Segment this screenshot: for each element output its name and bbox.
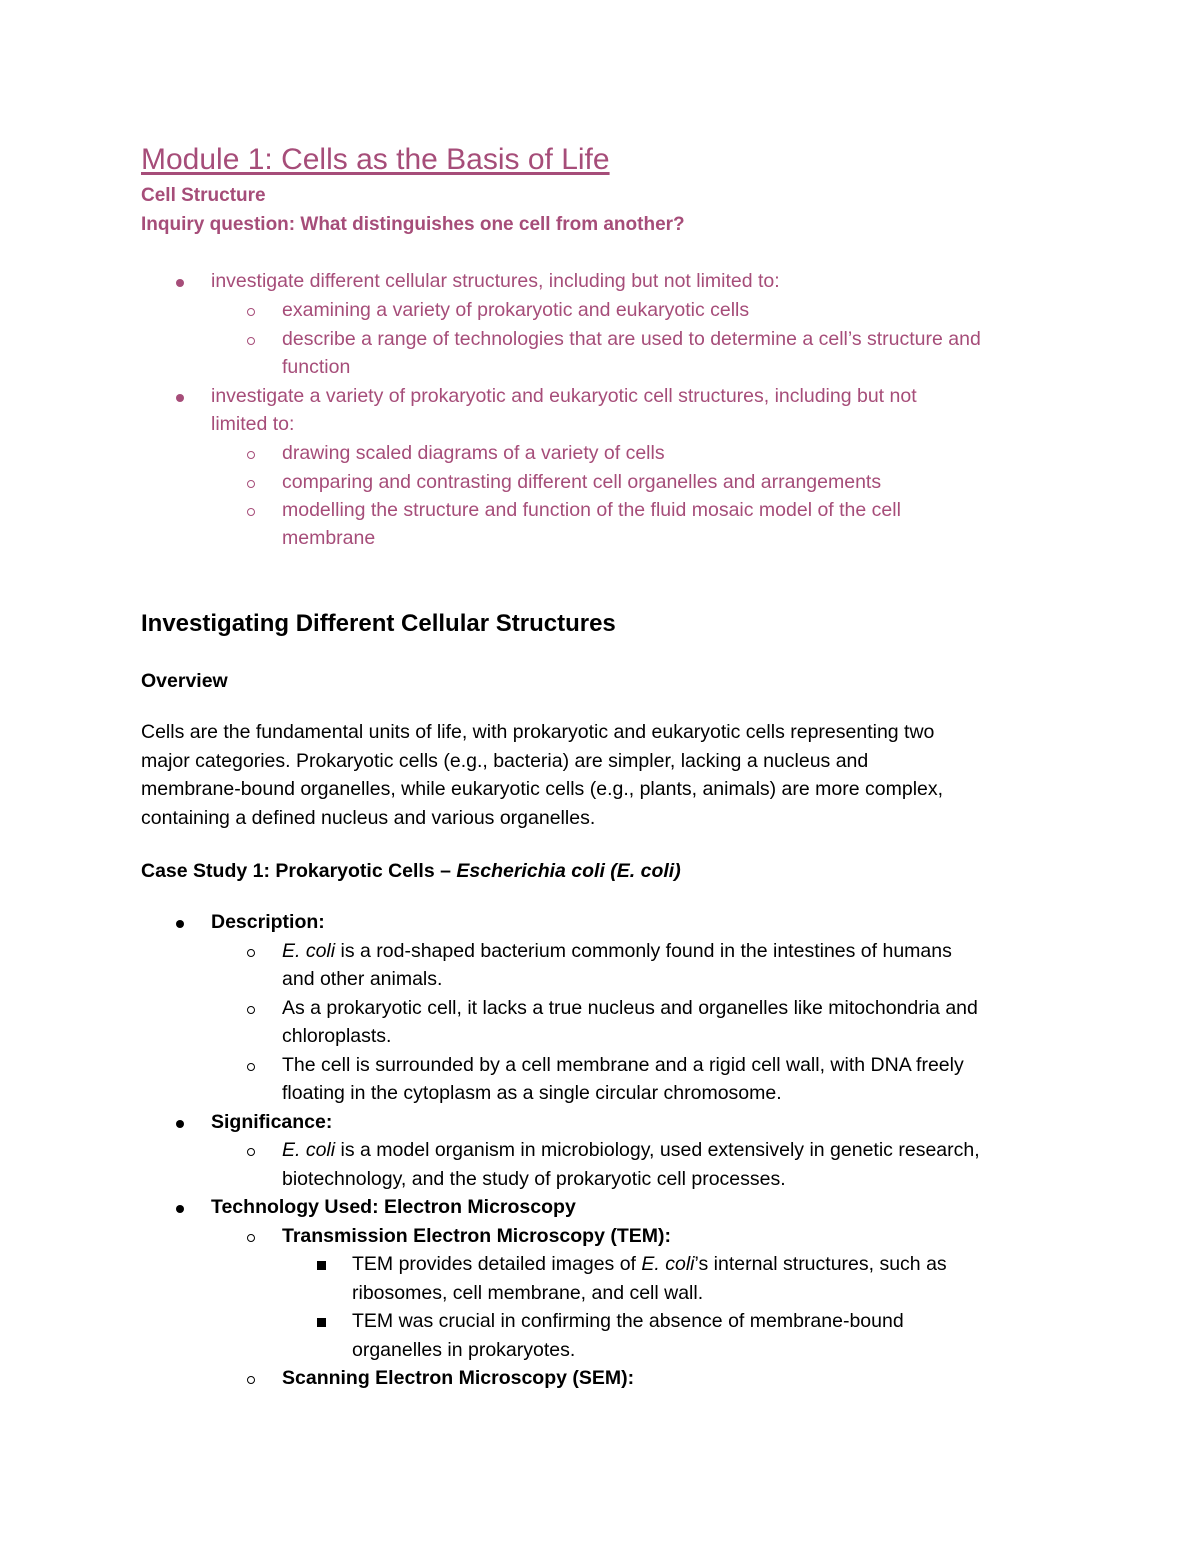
- overview-line-1: Cells are the fundamental units of life, with prokaryotic and eukaryotic cells representing two: [141, 721, 935, 743]
- hollow-bullet-icon: [247, 325, 255, 354]
- hollow-bullet-icon: [247, 1051, 255, 1080]
- hollow-bullet-icon: [247, 937, 255, 966]
- description-item-2-line-2: chloroplasts.: [282, 1025, 392, 1047]
- section-heading: Investigating Different Cellular Structures: [141, 610, 616, 637]
- bullet-icon: [176, 267, 184, 296]
- case-study-heading-species: Escherichia coli (E. coli): [456, 860, 681, 882]
- outcome-2-sub-1: drawing scaled diagrams of a variety of cells: [282, 442, 665, 464]
- description-item-3-line-1: The cell is surrounded by a cell membrane and a rigid cell wall, with DNA freely: [282, 1054, 964, 1076]
- hollow-bullet-icon: [247, 1136, 255, 1165]
- outcome-2-sub-3-line-2: membrane: [282, 527, 376, 549]
- module-title: Module 1: Cells as the Basis of Life: [141, 143, 610, 176]
- hollow-bullet-icon: [247, 1364, 255, 1393]
- description-item-1-line-2: and other animals.: [282, 968, 443, 990]
- bullet-icon: [176, 1193, 184, 1222]
- hollow-bullet-icon: [247, 439, 255, 468]
- case-study-heading-prefix: Case Study 1: Prokaryotic Cells –: [141, 860, 457, 882]
- tem-label: Transmission Electron Microscopy (TEM):: [282, 1225, 671, 1247]
- outcome-1-sub-2-line-2: function: [282, 356, 351, 378]
- outcome-1-sub-2-line-1: describe a range of technologies that are used to determine a cell’s structure and: [282, 328, 981, 350]
- outcome-2-sub-2: comparing and contrasting different cell organelles and arrangements: [282, 471, 882, 493]
- overview-line-2: major categories. Prokaryotic cells (e.g., bacteria) are simpler, lacking a nucleus and: [141, 750, 869, 772]
- tem-item-1-line-1: TEM provides detailed images of E. coli’s internal structures, such as: [352, 1253, 947, 1275]
- hollow-bullet-icon: [247, 296, 255, 325]
- outcome-2-sub-3-line-1: modelling the structure and function of the fluid mosaic model of the cell: [282, 499, 901, 521]
- hollow-bullet-icon: [247, 1222, 255, 1251]
- significance-item-line-2: biotechnology, and the study of prokaryotic cell processes.: [282, 1168, 786, 1190]
- description-item-1-line-1: E. coli is a rod-shaped bacterium commonly found in the intestines of humans: [282, 940, 952, 962]
- bullet-icon: [176, 908, 184, 937]
- overview-line-4: containing a defined nucleus and various organelles.: [141, 807, 596, 829]
- hollow-bullet-icon: [247, 496, 255, 525]
- tem-item-2-line-2: organelles in prokaryotes.: [352, 1339, 576, 1361]
- overview-line-3: membrane-bound organelles, while eukaryotic cells (e.g., plants, animals) are more complex,: [141, 778, 944, 800]
- module-subtitle: Cell Structure: [141, 185, 266, 206]
- outcome-2-line-2: limited to:: [211, 413, 295, 435]
- inquiry-question: Inquiry question: What distinguishes one cell from another?: [141, 214, 685, 235]
- hollow-bullet-icon: [247, 994, 255, 1023]
- description-label: Description:: [211, 911, 325, 933]
- case-study-heading: [141, 857, 681, 885]
- description-item-3-line-2: floating in the cytoplasm as a single circular chromosome.: [282, 1082, 782, 1104]
- hollow-bullet-icon: [247, 468, 255, 497]
- description-item-2-line-1: As a prokaryotic cell, it lacks a true nucleus and organelles like mitochondria and: [282, 997, 978, 1019]
- significance-item-line-1: E. coli is a model organism in microbiology, used extensively in genetic research,: [282, 1139, 980, 1161]
- outcome-2-line-1: investigate a variety of prokaryotic and eukaryotic cell structures, including but not: [211, 385, 917, 407]
- square-bullet-icon: [317, 1250, 326, 1279]
- overview-heading: Overview: [141, 670, 228, 692]
- technology-label: Technology Used: Electron Microscopy: [211, 1196, 576, 1218]
- tem-item-1-line-2: ribosomes, cell membrane, and cell wall.: [352, 1282, 704, 1304]
- sem-label: Scanning Electron Microscopy (SEM):: [282, 1367, 635, 1389]
- significance-label: Significance:: [211, 1111, 333, 1133]
- bullet-icon: [176, 382, 184, 411]
- outcome-1: investigate different cellular structures, including but not limited to:: [211, 270, 780, 292]
- bullet-icon: [176, 1108, 184, 1137]
- tem-item-2-line-1: TEM was crucial in confirming the absence of membrane-bound: [352, 1310, 904, 1332]
- outcome-1-sub-1: examining a variety of prokaryotic and eukaryotic cells: [282, 299, 750, 321]
- square-bullet-icon: [317, 1307, 326, 1336]
